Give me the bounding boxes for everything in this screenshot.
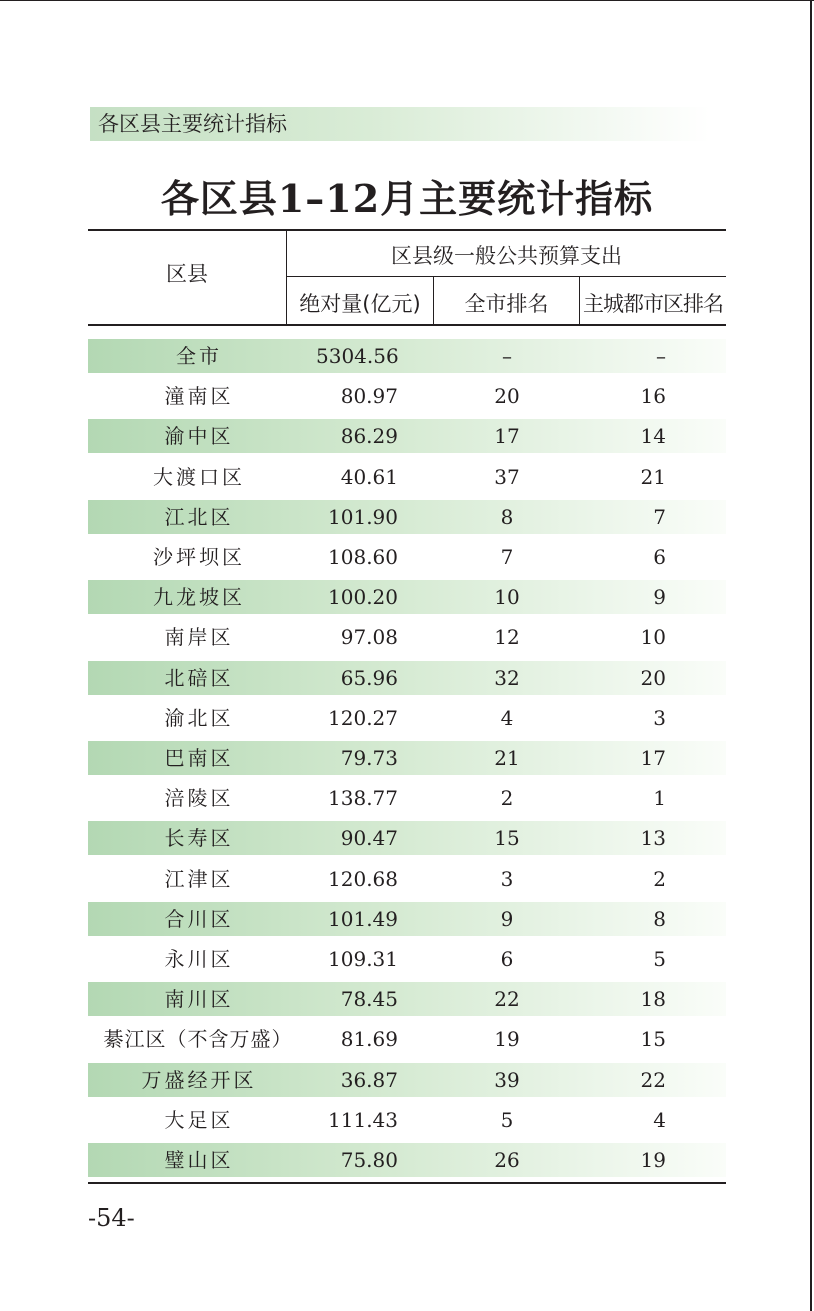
table-row [88, 1143, 726, 1177]
city-rank-cell: 39 [494, 1068, 520, 1092]
district-name-cell: 万盛经开区 [141, 1068, 257, 1092]
core-rank-cell: 10 [640, 625, 666, 649]
district-name-cell: 长寿区 [164, 826, 234, 850]
header-district: 区县 [166, 262, 208, 286]
district-name-cell: 江津区 [164, 867, 234, 891]
table-row [88, 500, 726, 534]
district-name-cell: 北碚区 [164, 666, 234, 690]
city-rank-cell: 17 [494, 424, 520, 448]
city-rank-cell: 2 [500, 786, 514, 810]
district-name-cell: 大渡口区 [153, 465, 245, 489]
absolute-value-cell: 120.68 [328, 867, 398, 891]
core-rank-cell: 2 [653, 867, 666, 891]
table-row [88, 1022, 726, 1056]
header-budget-expenditure: 区县级一般公共预算支出 [391, 244, 622, 268]
district-name-cell: 渝北区 [164, 706, 234, 730]
absolute-value-cell: 111.43 [328, 1108, 398, 1132]
core-rank-cell: 9 [653, 585, 666, 609]
page-top-border [0, 0, 814, 1]
absolute-value-cell: 5304.56 [316, 344, 399, 368]
absolute-value-cell: 97.08 [340, 625, 398, 649]
core-rank-cell: 6 [653, 545, 666, 569]
city-rank-cell: 37 [494, 465, 520, 489]
table-row [88, 1063, 726, 1097]
district-name-cell: 璧山区 [164, 1148, 234, 1172]
table-row [88, 419, 726, 453]
core-rank-cell: 8 [653, 907, 666, 931]
header-inner-rule [287, 276, 726, 277]
page-title: 各区县1–12月主要统计指标 [160, 176, 654, 221]
table-row [88, 982, 726, 1016]
absolute-value-cell: 101.49 [328, 907, 398, 931]
core-rank-cell: 4 [653, 1108, 666, 1132]
city-rank-cell: 3 [500, 867, 514, 891]
core-rank-cell: 14 [640, 424, 666, 448]
district-name-cell: 涪陵区 [164, 786, 234, 810]
city-rank-cell: 12 [494, 625, 520, 649]
city-rank-cell: 10 [494, 585, 520, 609]
header-bottom-rule [88, 324, 726, 326]
city-rank-cell: 22 [494, 987, 520, 1011]
city-rank-cell: 15 [494, 826, 520, 850]
absolute-value-cell: 100.20 [328, 585, 398, 609]
district-name-cell: 合川区 [164, 907, 234, 931]
core-rank-cell: 1 [653, 786, 666, 810]
core-rank-cell: 5 [653, 947, 666, 971]
absolute-value-cell: 79.73 [340, 746, 398, 770]
table-row [88, 620, 726, 654]
table-row [88, 862, 726, 896]
absolute-value-cell: 40.61 [340, 465, 398, 489]
table-row [88, 781, 726, 815]
table-bottom-rule [88, 1182, 726, 1184]
table-row [88, 942, 726, 976]
city-rank-cell: 5 [500, 1108, 514, 1132]
district-name-cell: 沙坪坝区 [153, 545, 245, 569]
core-rank-cell: 20 [640, 666, 666, 690]
header-core-rank: 主城都市区排名 [583, 292, 723, 316]
district-name-cell: 江北区 [164, 505, 234, 529]
core-rank-cell: 3 [653, 706, 666, 730]
district-name-cell: 永川区 [164, 947, 234, 971]
district-name-cell: 潼南区 [164, 384, 234, 408]
header-city-rank: 全市排名 [464, 292, 549, 316]
city-rank-cell: 7 [500, 545, 514, 569]
core-rank-cell: 15 [640, 1027, 666, 1051]
table-row [88, 580, 726, 614]
city-rank-cell: 6 [500, 947, 514, 971]
table-row [88, 821, 726, 855]
page-number: -54- [88, 1204, 135, 1232]
core-rank-cell: 16 [640, 384, 666, 408]
table-row [88, 540, 726, 574]
district-name-cell: 九龙坡区 [153, 585, 245, 609]
absolute-value-cell: 80.97 [340, 384, 398, 408]
table-row [88, 379, 726, 413]
absolute-value-cell: 101.90 [328, 505, 398, 529]
table-row [88, 339, 726, 373]
city-rank-cell: 32 [494, 666, 520, 690]
city-rank-cell: 19 [494, 1027, 520, 1051]
core-rank-cell: 7 [653, 505, 666, 529]
district-name-cell: 巴南区 [164, 746, 234, 770]
absolute-value-cell: 86.29 [340, 424, 398, 448]
district-name-cell: 全市 [176, 344, 222, 368]
core-rank-cell: 19 [640, 1148, 666, 1172]
absolute-value-cell: 81.69 [340, 1027, 398, 1051]
city-rank-cell: – [502, 344, 512, 368]
absolute-value-cell: 65.96 [340, 666, 398, 690]
district-name-cell: 南岸区 [164, 625, 234, 649]
section-banner: 各区县主要统计指标 [90, 107, 710, 141]
header-absolute: 绝对量(亿元) [299, 292, 421, 316]
absolute-value-cell: 75.80 [340, 1148, 398, 1172]
absolute-value-cell: 90.47 [340, 826, 398, 850]
absolute-value-cell: 108.60 [328, 545, 398, 569]
city-rank-cell: 4 [500, 706, 514, 730]
district-name-cell: 南川区 [164, 987, 234, 1011]
core-rank-cell: 21 [640, 465, 666, 489]
table-row [88, 661, 726, 695]
district-name-cell: 渝中区 [164, 424, 234, 448]
absolute-value-cell: 120.27 [328, 706, 398, 730]
city-rank-cell: 20 [494, 384, 520, 408]
district-name-cell: 綦江区（不含万盛） [103, 1027, 293, 1051]
city-rank-cell: 26 [494, 1148, 520, 1172]
core-rank-cell: 13 [640, 826, 666, 850]
table-row [88, 701, 726, 735]
table-row [88, 741, 726, 775]
page-right-border [810, 0, 812, 1311]
core-rank-cell: – [656, 344, 666, 368]
city-rank-cell: 8 [500, 505, 514, 529]
core-rank-cell: 22 [640, 1068, 666, 1092]
table-row [88, 902, 726, 936]
core-rank-cell: 17 [640, 746, 666, 770]
table-row [88, 1103, 726, 1137]
core-rank-cell: 18 [640, 987, 666, 1011]
table-top-rule [88, 229, 726, 231]
city-rank-cell: 21 [494, 746, 520, 770]
absolute-value-cell: 109.31 [328, 947, 398, 971]
absolute-value-cell: 78.45 [340, 987, 398, 1011]
absolute-value-cell: 138.77 [328, 786, 398, 810]
table-row [88, 460, 726, 494]
absolute-value-cell: 36.87 [340, 1068, 398, 1092]
district-name-cell: 大足区 [164, 1108, 234, 1132]
city-rank-cell: 9 [500, 907, 514, 931]
